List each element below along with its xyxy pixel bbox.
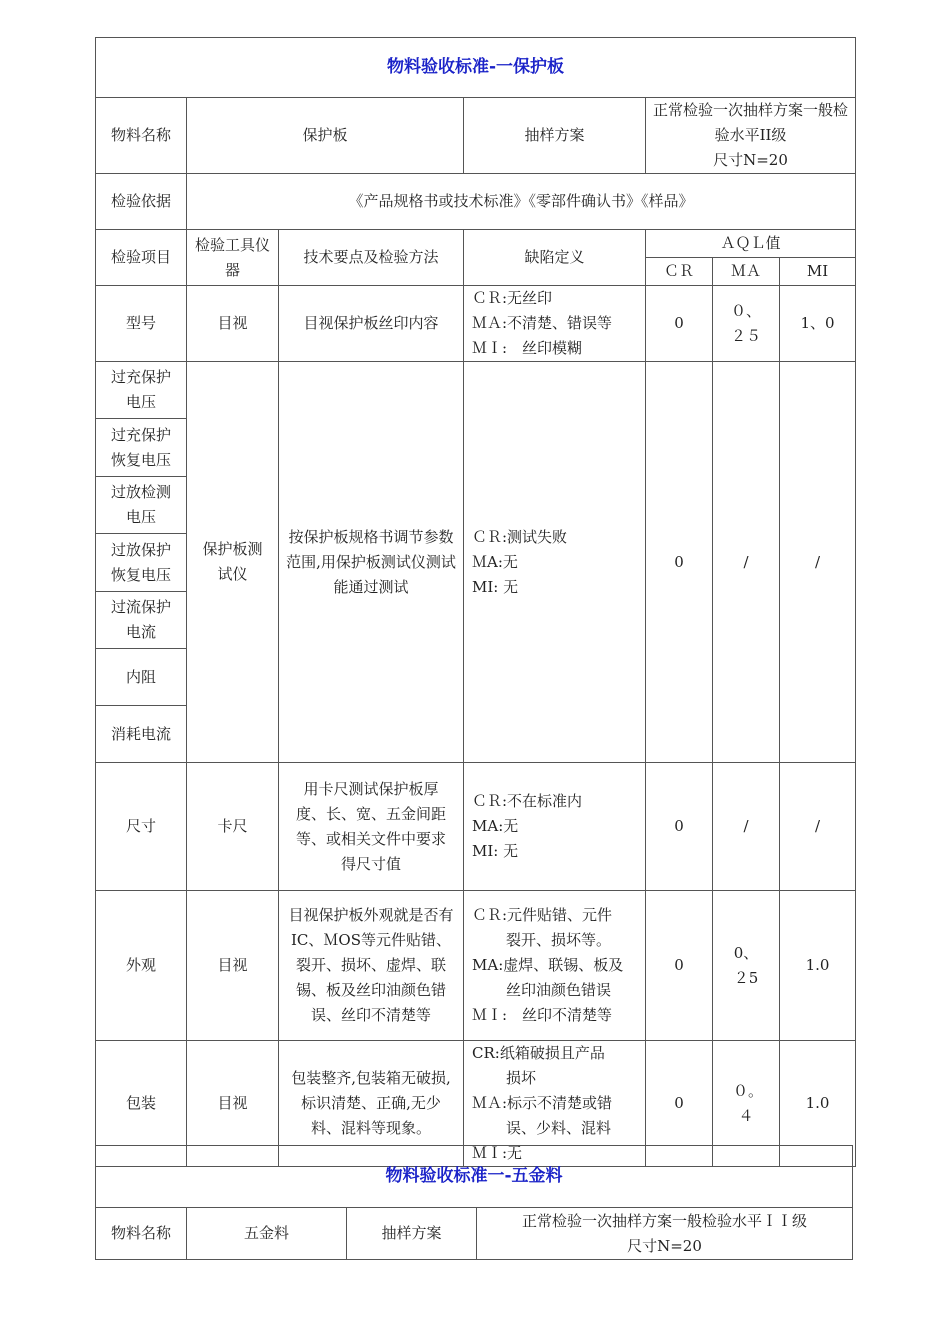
defect-cr: ＣＲ:元件贴错、元件 <box>472 906 613 924</box>
method-cell: 用卡尺测试保护板厚度、长、宽、五金间距等、或相关文件中要求得尺寸值 <box>279 763 464 891</box>
acceptance-table-hardware <box>95 1145 853 1260</box>
aql-mi: / <box>780 362 856 763</box>
defect-mi: MI: 无 <box>472 842 519 860</box>
item-cell: 尺寸 <box>96 763 187 891</box>
method-cell: 按保护板规格书调节参数范围,用保护板测试仪测试能通过测试 <box>279 362 464 763</box>
tool-cell: 卡尺 <box>187 763 279 891</box>
defect-cell <box>464 891 646 1041</box>
defect-mi: ＭＩ: 丝印模糊 <box>472 339 583 357</box>
defect-cell <box>464 362 646 763</box>
aql-mi: / <box>780 763 856 891</box>
item-cell: 过流保护电流 <box>96 592 187 649</box>
header-ma: ＭＡ <box>713 258 780 286</box>
defect-cr-cont: 裂开、损坏等。 <box>506 931 612 949</box>
tool-cell: 保护板测试仪 <box>187 362 279 763</box>
defect-mi: ＭＩ: 丝印不清楚等 <box>472 1006 613 1024</box>
sampling-plan-line1: 正常检验一次抽样方案一般检验水平II级 <box>653 101 849 144</box>
header-method: 技术要点及检验方法 <box>279 230 464 286</box>
aql-mi: 1、0 <box>780 286 856 362</box>
table-row <box>96 763 856 891</box>
defect-cr-cont: 损坏 <box>506 1069 537 1087</box>
header-cr: ＣＲ <box>646 258 713 286</box>
acceptance-table-protection-board <box>95 37 856 1167</box>
table-row <box>96 891 856 1041</box>
defect-ma: ＭＡ:标示不清楚或错 <box>472 1094 613 1112</box>
aql-cr: 0 <box>646 763 713 891</box>
defect-ma-cont: 误、少料、混料 <box>506 1119 612 1137</box>
sampling-label: 抽样方案 <box>347 1208 477 1260</box>
sampling-plan-line1: 正常检验一次抽样方案一般检验水平ＩＩ级 <box>521 1211 807 1230</box>
material-name-label: 物料名称 <box>96 1208 187 1260</box>
aql-cr: 0 <box>646 286 713 362</box>
table-row <box>96 286 856 362</box>
header-aql: ＡＱＬ值 <box>646 230 856 258</box>
defect-cr: ＣＲ:不在标准内 <box>472 792 583 810</box>
aql-ma: / <box>713 362 780 763</box>
item-cell: 外观 <box>96 891 187 1041</box>
aql-cr: 0 <box>646 1041 713 1167</box>
defect-cell <box>464 286 646 362</box>
item-cell: 包装 <box>96 1041 187 1167</box>
item-cell: 内阻 <box>96 649 187 706</box>
item-cell: 型号 <box>96 286 187 362</box>
table-title: 物料验收标准一-五金料 <box>96 1146 853 1208</box>
material-name-value: 保护板 <box>187 98 464 174</box>
defect-cr: ＣＲ:无丝印 <box>472 289 553 307</box>
sampling-plan-line2: 尺寸N=20 <box>627 1236 702 1255</box>
sampling-plan <box>477 1208 853 1260</box>
tool-cell: 目视 <box>187 891 279 1041</box>
aql-cr: 0 <box>646 891 713 1041</box>
basis-label: 检验依据 <box>96 174 187 230</box>
item-cell: 过放检测电压 <box>96 477 187 534</box>
method-cell: 目视保护板丝印内容 <box>279 286 464 362</box>
defect-ma: ＭA:无 <box>472 552 518 571</box>
defect-ma-cont: 丝印油颜色错误 <box>506 981 612 999</box>
header-defect: 缺陷定义 <box>464 230 646 286</box>
item-cell: 过充保护电压 <box>96 362 187 419</box>
tool-cell: 目视 <box>187 1041 279 1167</box>
defect-cell <box>464 763 646 891</box>
defect-ma: MA:无 <box>472 817 519 835</box>
defect-cr: CR:纸箱破损且产品 <box>472 1044 605 1062</box>
aql-cr: 0 <box>646 362 713 763</box>
table-title: 物料验收标准-一保护板 <box>96 38 856 98</box>
item-cell: 消耗电流 <box>96 706 187 763</box>
header-item: 检验项目 <box>96 230 187 286</box>
defect-ma: MA:虚焊、联锡、板及 <box>472 956 624 974</box>
aql-ma: ０、２５ <box>713 286 780 362</box>
header-mi: MI <box>780 258 856 286</box>
material-name-value: 五金料 <box>187 1208 347 1260</box>
defect-cr: ＣＲ:测试失败 <box>472 527 568 546</box>
item-cell: 过放保护恢复电压 <box>96 534 187 592</box>
defect-mi: ＭＩ:无 <box>472 1144 523 1162</box>
sampling-label: 抽样方案 <box>464 98 646 174</box>
item-cell: 过充保护恢复电压 <box>96 419 187 477</box>
method-cell: 包装整齐,包装箱无破损,标识清楚、正确,无少料、混料等现象。 <box>279 1041 464 1167</box>
aql-ma: 0、２5 <box>713 891 780 1041</box>
aql-mi: 1.0 <box>780 891 856 1041</box>
aql-ma: ０。４ <box>713 1041 780 1167</box>
sampling-plan <box>646 98 856 174</box>
tool-cell: 目视 <box>187 286 279 362</box>
aql-ma: / <box>713 763 780 891</box>
defect-ma: ＭＡ:不清楚、错误等 <box>472 314 613 332</box>
sampling-plan-line2: 尺寸N=20 <box>713 151 788 169</box>
basis-value: 《产品规格书或技术标准》《零部件确认书》《样品》 <box>187 174 856 230</box>
table-row <box>96 362 856 419</box>
header-tool: 检验工具仪器 <box>187 230 279 286</box>
aql-mi: 1.0 <box>780 1041 856 1167</box>
defect-mi: MI: 无 <box>472 577 519 596</box>
method-cell: 目视保护板外观就是否有IC、ＭOS等元件贴错、裂开、损坏、虚焊、联锡、板及丝印油颜色错误、丝印不清楚等 <box>279 891 464 1041</box>
material-name-label: 物料名称 <box>96 98 187 174</box>
